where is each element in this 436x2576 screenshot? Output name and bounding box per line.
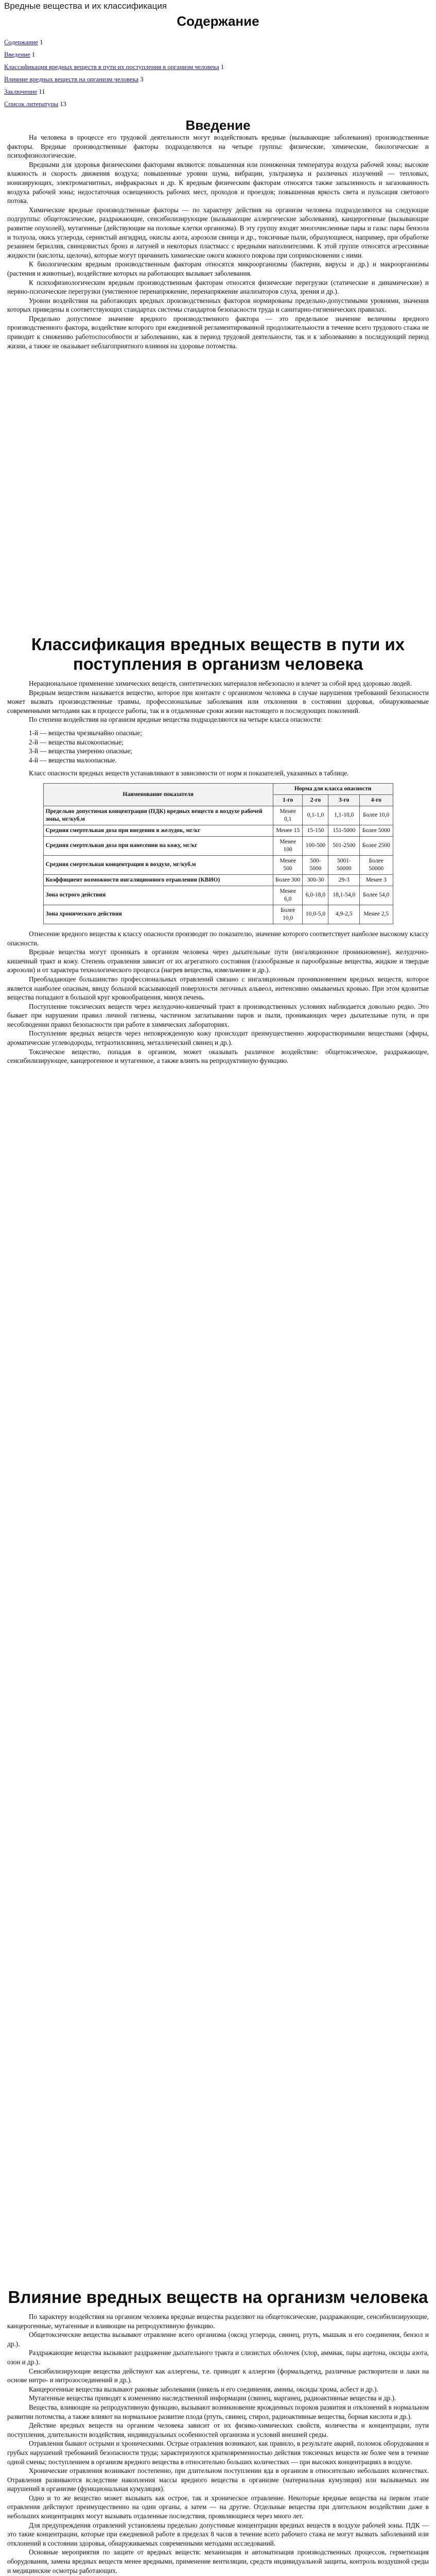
classification-paragraph: Преобладающее большинство профессиональных отравлений связано с ингаляционным проникновением вредных веществ, которое является наиболее опасным, ввиду большой всасывающей поверхности легочных альвеол, интенсивно омываемых кровью. При этом ядовитые вещества попадают в большой круг кровообращения, минуя печень. — [7, 975, 429, 1002]
intro-heading: Введение — [185, 117, 251, 133]
intro-paragraph: Химические вредные производственные факторы — по характеру действия на организм человека подразделяются на следующие подгруппы: общетоксические, раздражающие, сенсибилизирующие (вызывающие аллергические заболевания), канцерогенные (вызывающие развитие опухолей), мутагенные (действующие на половые клетки организма). В эту группу входят многочисленные пары и газы: пары бензола и толуола, окись углерода, сернистый ангидрид, окислы азота, аэрозоли свинца и др., токсичные пыли, образующиеся, например, при обработке резанием бериллия, свинцовистых бронз и латуней и некоторых пластмасс с вредными наполнителями. К этой группе относятся агрессивные жидкости (кислоты, щелочи), которые могут причинить химические ожоги кожного покрова при соприкосновении с ними. — [7, 206, 429, 259]
toc-item[interactable]: Классификация вредных веществ в пути их поступления в организм человека 1 — [4, 63, 224, 71]
hazard-class-item: 4-й — вещества малоопасные. — [29, 756, 117, 764]
hazard-class-item: 1-й — вещества чрезвычайно опасные; — [29, 728, 142, 737]
hazard-class-table — [43, 783, 393, 924]
table-row: Средняя смертельная концентрация в воздухе, мг/куб.м Менее 500 500-5000 5001-50000 Более 50000 — [43, 855, 393, 874]
classification-paragraph: Вредные вещества могут проникать в организм человека через дыхательные пути (ингаляционное проникновение), желудочно-кишечный тракт и кожу. Степень отравления зависит от их агрегатного состояния (газообразные и парообразные вещества, жидкие и твердые аэрозоли) и от характера технологического процесса (нагрев вещества, измельчение и др.). — [7, 948, 429, 974]
influence-paragraph: Основные мероприятия по защите от вредных веществ: механизация и автоматизация производственных процессов, герметизация оборудования, замена вредных веществ менее вредными, применение вентиляции, средств индивидуальной защиты, контроль воздушной среды и медицинские осмотры работающих. — [7, 2548, 429, 2574]
influence-paragraph: Отравления бывают острыми и хроническими. Острые отравления возникают, как правило, в результате аварий, поломок оборудования и грубых нарушений требований безопасности труда; характеризуются кратковременностью действия токсичных веществ не более чем в течение одной смены; поступлением в организм вредного вещества в относительно больших количествах — при высоких концентрациях в воздухе. — [7, 2439, 429, 2466]
intro-paragraph: К психофизиологическим вредным производственным факторам относятся физические перегрузки (статические и динамические) и нервно-психические перегрузки (умственное перенапряжение, перенапряжение анализаторов слуха, зрения и др.). — [7, 278, 429, 296]
influence-paragraph: Канцерогенные вещества вызывают раковые заболевания (никель и его соединения, амины, оксиды хрома, асбест и др.). — [29, 2385, 378, 2393]
toc-heading: Содержание — [177, 13, 259, 29]
intro-paragraph: К биологическим вредным производственным факторам относятся микроорганизмы (бактерии, вирусы и др.) и макроорганизмы (растения и животные), воздействие которых на работающих вызывает заболевания. — [7, 260, 429, 277]
toc-item[interactable]: Введение 1 — [4, 51, 36, 58]
table-row: Средняя смертельная доза при нанесении на кожу, мг/кг Менее 100 100-500 501-2500 Более 2500 — [43, 836, 393, 855]
toc-section — [7, 13, 429, 29]
classification-paragraph: Отнесение вредного вещества к классу опасности производят по показателю, значение которого соответствует наиболее высокому классу опасности. — [7, 929, 429, 947]
influence-heading: Влияние вредных веществ на организм человека — [8, 2287, 428, 2307]
table-row: Зона острого действия Менее 6,0 6,0-18,0 18,1-54,0 Более 54,0 — [43, 886, 393, 905]
table-header-class: 4-го — [359, 794, 393, 806]
influence-section — [7, 2287, 429, 2575]
influence-paragraph: Общетоксические вещества вызывают отравление всего организма (оксид углерода, свинец, ртуть, мышьяк и его соединения, бензол и др.). — [7, 2331, 429, 2348]
influence-paragraph: Для предупреждения отравлений установлены предельно допустимые концентрации вредных веществ в воздухе рабочей зоны. ПДК — это такие концентрации, которые при ежедневной работе в пределах 8 часов в течение всего рабочего стажа не могут вызвать заболеваний или отклонений в состоянии здоровья, обнаруживаемых современными методами исследований. — [7, 2521, 429, 2547]
toc-item[interactable]: Влияние вредных веществ на организм человека 3 — [4, 76, 144, 83]
classification-paragraph: По степени воздействия на организм вредные вещества подразделяются на четыре класса опасности: — [29, 716, 322, 724]
table-row: Предельно допустимая концентрация (ПДК) вредных веществ в воздухе рабочей зоны, мг/куб.м Менее 0,1 0,1-1,0 1,1-10,0 Более 10,0 — [43, 806, 393, 825]
hazard-class-item: 2-й — вещества высокоопасные; — [29, 738, 124, 746]
table-header-class: 3-го — [328, 794, 360, 806]
document-title: Вредные вещества и их классификация — [4, 1, 167, 11]
table-header-class: 2-го — [303, 794, 328, 806]
intro-section — [7, 117, 429, 350]
influence-paragraph: Хронические отравления возникают постепенно, при длительном поступлении яда в организм в относительно небольших количествах. Отравления развиваются вследствие накопления массы вредного вещества в организме (материальная кумуляция) или вызываемых им нарушений в организме (функциональная кумуляция). — [7, 2467, 429, 2493]
classification-paragraph: Поступление вредных веществ через неповрежденную кожу происходит преимущественно жирорастворимыми веществами (эфиры, ароматические углеводороды, тетраэтилсвинец, металлический свинец и др.). — [7, 1029, 429, 1047]
table-intro: Класс опасности вредных веществ устанавливают в зависимости от норм и показателей, указанных в таблице. — [29, 769, 349, 777]
influence-paragraph: Действие вредных веществ на организм человека зависит от их физико-химических свойств, количества и концентрации, пути поступления, длительности воздействия, индивидуальных особенностей организма и условий внешней среды. — [7, 2421, 429, 2438]
influence-paragraph: По характеру воздействия на организм человека вредные вещества разделяют на общетоксические, раздражающие, сенсибилизирующие, канцерогенные, мутагенные и влияющие на репродуктивную функцию. — [7, 2313, 429, 2330]
intro-paragraph: Уровни воздействия на работающих вредных производственных факторов нормированы предельно-допустимыми уровнями, значения которых приведены в соответствующих стандартах системы стандартов безопасности труда и санитарно-гигиенических правилах. — [7, 296, 429, 314]
influence-paragraph: Раздражающие вещества вызывают раздражение дыхательного тракта и слизистых оболочек (хлор, аммиак, пары ацетона, оксиды азота, озон и др.). — [7, 2349, 429, 2366]
toc-item[interactable]: Содержание 1 — [4, 39, 43, 46]
toc-item[interactable]: Список литературы 13 — [4, 100, 66, 108]
table-header-name: Наименование показателя — [43, 783, 273, 806]
toc-item[interactable]: Заключение 11 — [4, 88, 45, 95]
table-header-class: 1-го — [273, 794, 303, 806]
table-header-group: Норма для класса опасности — [273, 783, 393, 794]
table-row: Средняя смертельная доза при введении в желудок, мг/кг Менее 15 15-150 151-5000 Более 5000 — [43, 825, 393, 836]
classification-paragraph: Токсическое вещество, попадая в организм, может оказывать различное воздействие: общетоксическое, раздражающее, сенсибилизирующее, канцерогенное и мутагенное, а также влиять на репродуктивную функцию. — [7, 1047, 429, 1065]
classification-paragraph: Поступление токсических веществ через желудочно-кишечный тракт в производственных условиях наблюдается довольно редко. Это бывает при нарушении правил личной гигиены, частичном заглатывании паров и пыли, проникающих через дыхательные пути, и при несоблюдении правил безопасности при работе в химических лабораториях. — [7, 1002, 429, 1028]
influence-paragraph: Сенсибилизирующие вещества действуют как аллергены, т.е. приводят к аллергии (формальдегид, различные растворители и лаки на основе нитро- и нитрозосоединений и др.). — [7, 2367, 429, 2384]
influence-paragraph: Вещества, влияющие на репродуктивную функцию, вызывают возникновение врожденных пороков развития и отклонений в нормальном развитии потомства, а также влияют на нормальное развитие плода (ртуть, свинец, стирол, радиоактивные вещества, борная кислота и др.). — [7, 2403, 429, 2420]
classification-heading: Классификация вредных веществ в пути их поступления в организм человека — [31, 635, 405, 673]
intro-paragraph: Вредными для здоровья физическими факторами являются: повышенная или пониженная температура воздуха рабочей зоны; высокие влажность и скорость движения воздуха; повышенные уровни шума, вибрации, ультразвука и различных излучений — тепловых, ионизирующих, электромагнитных, инфракрасных и др. К вредным физическим факторам относятся также запыленность и загазованность воздуха рабочей зоны; недостаточная освещенность рабочих мест, проходов и проездов; повышенная яркость света и пульсация светового потока. — [7, 160, 429, 205]
table-row: Зона хронического действия Более 10,0 10,0-5,0 4,9-2,5 Менее 2,5 — [43, 905, 393, 924]
table-row: Коэффициент возможности ингаляционного отравления (КВИО) Более 300 300-30 29-3 Менее 3 — [43, 874, 393, 886]
influence-paragraph: Одно и то же вещество может вызывать как острое, так и хроническое отравление. Некоторые вредные вещества на первом этапе отравления действуют преимущественно на одни органы, а затем — на другие. Отдельные вещества при длительном воздействии даже в небольших концентрациях могут вызывать отдаленные последствия, проявляющиеся через много лет. — [7, 2494, 429, 2520]
classification-section — [7, 635, 429, 1065]
classification-paragraph: Нерациональное применение химических веществ, синтетических материалов небезопасно и влечет за собой вред здоровью людей. — [29, 680, 412, 687]
hazard-class-item: 3-й — вещества умеренно опасные; — [29, 747, 132, 755]
influence-paragraph: Мутагенные вещества приводят к изменению наследственной информации (свинец, марганец, радиоактивные вещества и др.). — [29, 2394, 396, 2402]
intro-paragraph: Предельно допустимое значение вредного производственного фактора — это предельное значение величины вредного производственного фактора, воздействие которого при ежедневной регламентированной продолжительности в течение всего трудового стажа не приводит к снижению работоспособности и заболеванию, как в период трудовой деятельности, так и к заболеванию в последующий период жизни, а также не оказывает неблагоприятного влияния на здоровье потомства. — [7, 314, 429, 350]
intro-paragraph: На человека в процессе его трудовой деятельности могут воздействовать вредные (вызывающие заболевания) производственные факторы. Вредные производственные факторы подразделяются на четыре группы: физические, химические, биологические и психофизиологические. — [7, 133, 429, 160]
classification-paragraph: Вредным веществом называется вещество, которое при контакте с организмом человека в случае нарушения требований безопасности может вызвать производственные травмы, профессиональные заболевания или отклонения в состоянии здоровья, обнаруживаемые современными методами как в процессе работы, так и в отдаленные сроки жизни настоящего и последующих поколений. — [7, 688, 429, 715]
table-of-contents — [4, 36, 313, 110]
